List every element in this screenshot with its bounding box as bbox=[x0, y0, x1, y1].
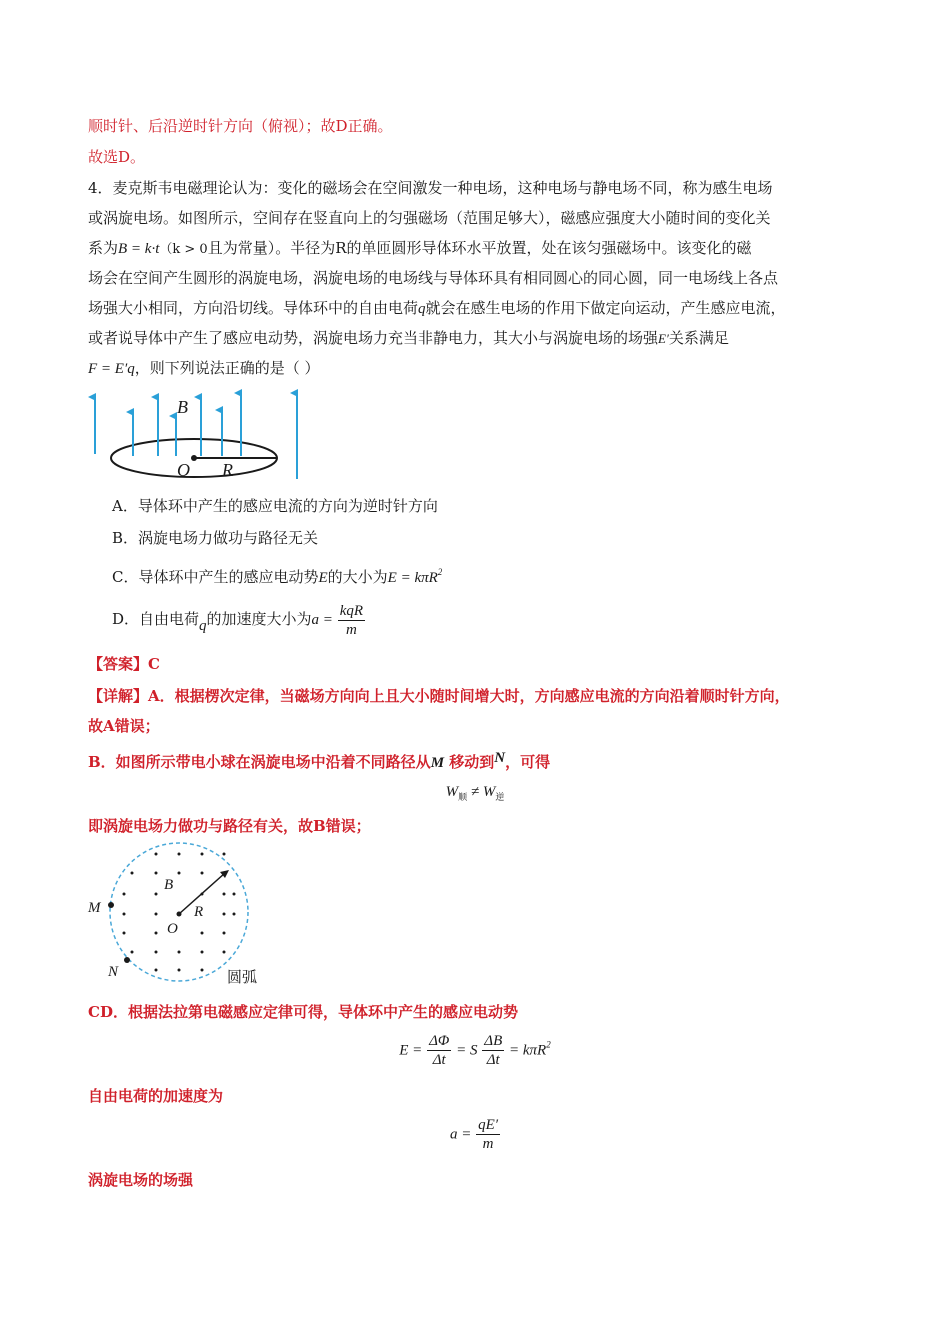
answer-value: C bbox=[148, 655, 160, 673]
equation-emf: E = $\frac{\Delta\Phi}{\Delta t}$ = S $\frac{\Delta B}{\Delta t}$ = kπR$^2$ bbox=[399, 1033, 551, 1068]
option-A: A．导体环中产生的感应电流的方向为逆时针方向 bbox=[112, 497, 438, 515]
q4-line-3: 系为B = k·t（k > 0且为常量）。半径为R的单匝圆形导体环水平放置，处在该匀强磁场中。该变化的磁 bbox=[88, 239, 752, 257]
q4-line-2: 或涡旋电场。如图所示，空间存在竖直向上的匀强磁场（范围足够大），磁感应强度大小随时间的变化关 bbox=[88, 209, 771, 227]
svg-text:N: N bbox=[108, 964, 119, 980]
detail-B-line-1: B．如图所示带电小球在涡旋电场中沿着不同路径从M 移动到N，可得 bbox=[88, 750, 551, 771]
detail-CD-line: CD．根据法拉第电磁感应定律可得，导体环中产生的感应电动势 bbox=[88, 1003, 518, 1021]
label-arc: 圆弧 bbox=[227, 968, 258, 986]
q4-formula-B: B = k·t bbox=[118, 241, 160, 257]
prev-line-1: 顺时针、后沿逆时针方向（俯视）；故D正确。 bbox=[88, 117, 393, 135]
svg-text:R: R bbox=[194, 904, 204, 920]
detail-B-line-2: 即涡旋电场力做功与路径有关，故B错误； bbox=[88, 817, 371, 835]
answer-line bbox=[88, 654, 160, 674]
q4-line-4: 场会在空间产生圆形的涡旋电场，涡旋电场的电场线与导体环具有相同圆心的同心圆，同一电场线上各点 bbox=[88, 269, 779, 287]
label-O: O bbox=[177, 460, 190, 480]
equation-work: $W_顺 \ne W_逆$ bbox=[445, 784, 505, 803]
answer-label: 【答案】 bbox=[88, 655, 149, 673]
figure-vortex-field bbox=[84, 842, 274, 992]
detail-A-line-1: 【详解】A．根据楞次定律，当磁场方向向上且大小随时间增大时，方向感应电流的方向沿着顺时针方向， bbox=[88, 687, 790, 705]
detail-acc-line: 自由电荷的加速度为 bbox=[88, 1087, 224, 1105]
q4-line-7: F = E′q，则下列说法正确的是（ ） bbox=[88, 359, 320, 377]
svg-text:O: O bbox=[167, 921, 178, 937]
center-dot bbox=[191, 455, 197, 461]
label-B: B bbox=[177, 397, 188, 417]
option-B: B．涡旋电场力做功与路径无关 bbox=[112, 529, 319, 547]
svg-text:M: M bbox=[88, 900, 101, 916]
svg-text:B: B bbox=[164, 877, 174, 893]
point-N bbox=[124, 957, 130, 963]
figure-ring-in-field bbox=[84, 386, 314, 486]
q4-line-1: 4．麦克斯韦电磁理论认为：变化的磁场会在空间激发一种电场，这种电场与静电场不同，称为感生电场 bbox=[88, 179, 773, 197]
q4-formula-F: F = E′q bbox=[88, 361, 135, 377]
equation-acceleration: a = $\frac{qE'}{m}$ bbox=[449, 1117, 499, 1152]
option-C: C．导体环中产生的感应电动势E的大小为E = kπR$^2$ bbox=[112, 567, 443, 586]
prev-line-2: 故选D。 bbox=[88, 148, 146, 166]
q4-line-6: 或者说导体中产生了感应电动势，涡旋电场力充当非静电力，其大小与涡旋电场的场强E′关系满足 bbox=[88, 329, 729, 347]
q4-line-5: 场强大小相同，方向沿切线。导体环中的自由电荷q就会在感生电场的作用下做定向运动，产生感应电流， bbox=[88, 299, 786, 317]
center-dot bbox=[177, 912, 182, 917]
point-M bbox=[108, 902, 114, 908]
option-D: D．自由电荷q的加速度大小为a = $\frac{\text{kqR}}{m}$ bbox=[112, 602, 364, 638]
label-R: R bbox=[222, 460, 233, 480]
detail-A-line-2: 故A错误； bbox=[88, 717, 160, 735]
detail-field-line: 涡旋电场的场强 bbox=[88, 1171, 194, 1189]
